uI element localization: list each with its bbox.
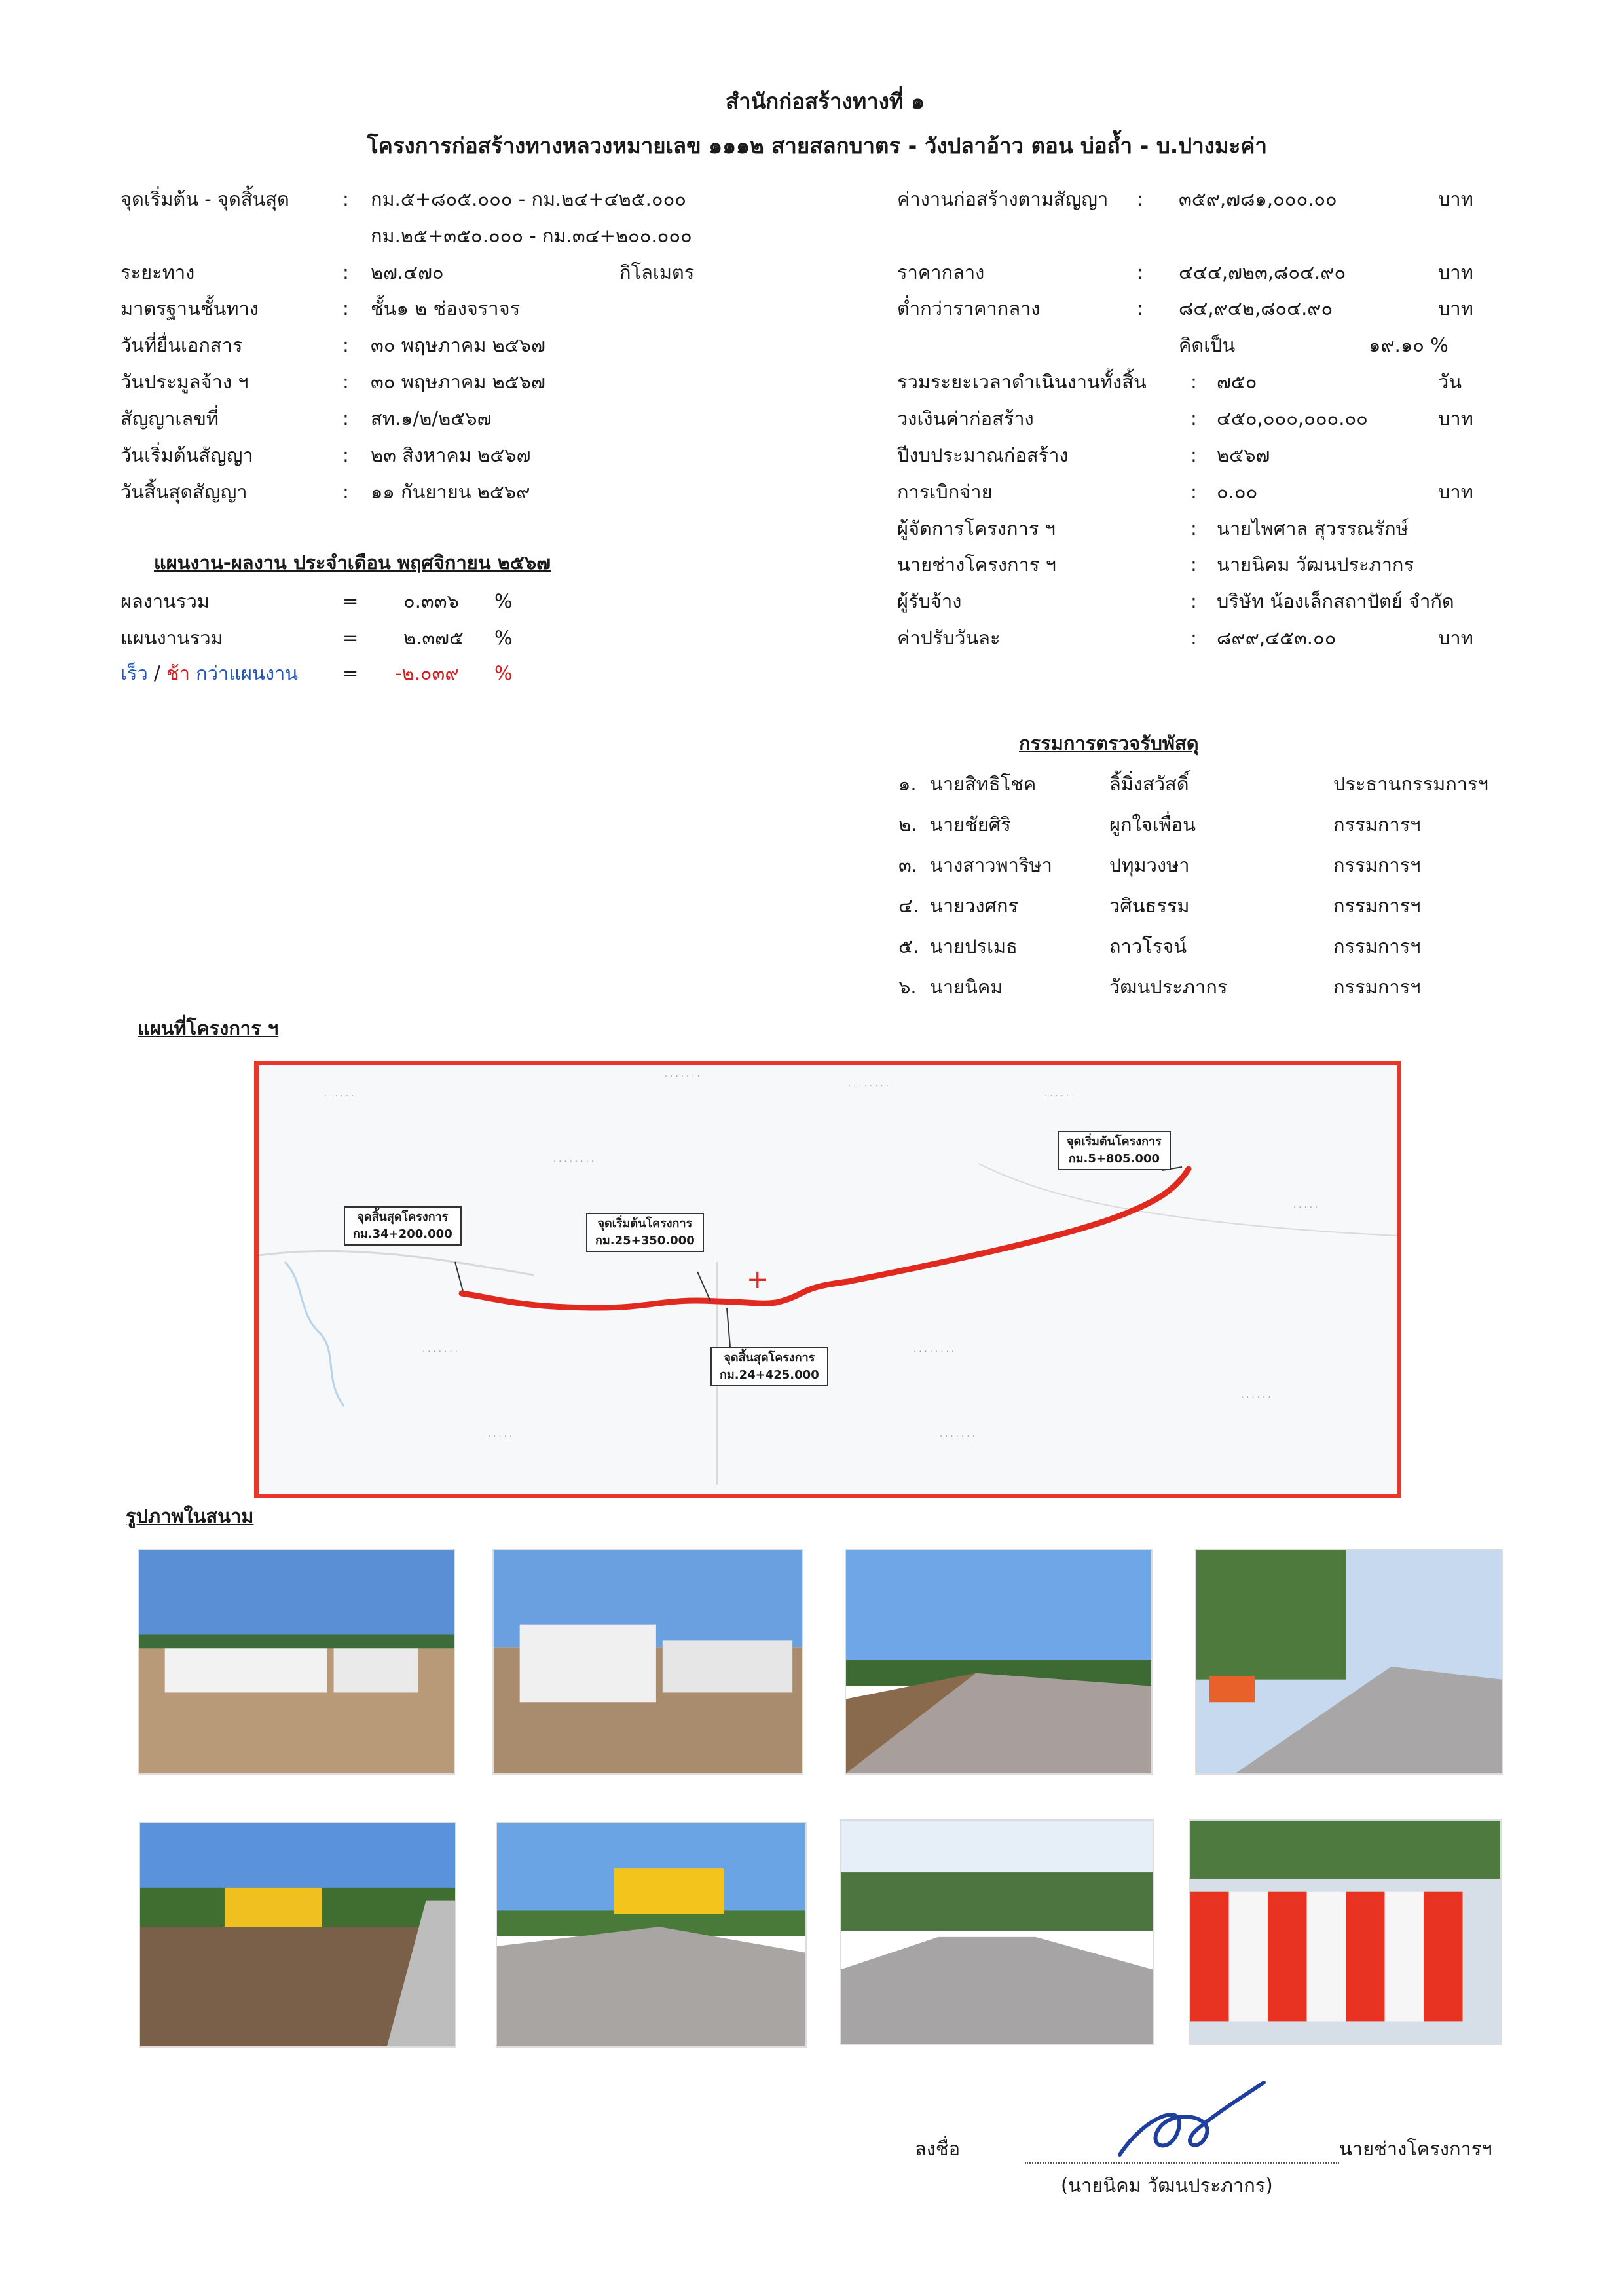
progress-value-1: ๒.๓๗๕ (403, 627, 464, 649)
colon: : (342, 188, 349, 210)
progress-unit-0: % (494, 590, 513, 612)
signature-scribble (1107, 2076, 1277, 2168)
colon: : (1190, 481, 1197, 503)
map-callout-end-1 (344, 1206, 462, 1246)
right-label-1: ราคากลาง (897, 261, 985, 284)
equals: = (342, 662, 359, 684)
place-label: · · · · · · · · (913, 1347, 954, 1357)
committee-no: ๔. (898, 895, 919, 917)
equals: = (342, 627, 359, 649)
committee-role: กรรมการฯ (1333, 935, 1421, 957)
right-label-10: ผู้รับจ้าง (897, 590, 962, 612)
site-photo (1189, 1819, 1502, 2045)
progress-unit-2: % (494, 662, 513, 684)
right-value-1: ๔๔๔,๗๒๓,๘๐๔.๙๐ (1179, 261, 1346, 284)
right-value-4: ๗๕๐ (1217, 371, 1257, 393)
left-value-4: ๓๐ พฤษภาคม ๒๕๖๗ (371, 334, 545, 356)
callout-line1: จุดสิ้นสุดโครงการ (724, 1351, 815, 1365)
left-unit-2: กิโลเมตร (619, 261, 695, 284)
place-label: · · · · · · · (665, 1072, 700, 1082)
committee-no: ๒. (898, 813, 917, 836)
right-value-11: ๘๙๙,๔๕๓.๐๐ (1217, 627, 1337, 649)
percent-value: ๑๙.๑๐ % (1369, 334, 1449, 356)
colon: : (1190, 444, 1197, 466)
progress-value-2: -๒.๐๓๙ (395, 662, 459, 684)
site-photo (139, 1822, 456, 2048)
colon: : (342, 407, 349, 430)
right-unit-0: บาท (1438, 188, 1473, 210)
left-value-7: ๒๓ สิงหาคม ๒๕๖๗ (371, 444, 531, 466)
callout-line1: จุดเริ่มต้นโครงการ (597, 1217, 693, 1231)
left-label-7: วันเริ่มต้นสัญญา (120, 444, 253, 466)
left-label-4: วันที่ยื่นเอกสาร (120, 334, 243, 356)
map-callout-start-1 (1058, 1131, 1171, 1170)
right-value-5: ๔๕๐,๐๐๐,๐๐๐.๐๐ (1217, 407, 1368, 430)
signature-name: (นายนิคม วัฒนประภากร) (1061, 2174, 1273, 2196)
committee-first-name: นางสาวพาริษา (930, 854, 1052, 876)
colon: : (1137, 297, 1143, 320)
left-value-8: ๑๑ กันยายน ๒๕๖๙ (371, 481, 530, 503)
right-unit-7: บาท (1438, 481, 1473, 503)
map-center-marker: + (747, 1265, 769, 1295)
committee-role: กรรมการฯ (1333, 854, 1421, 876)
committee-no: ๖. (898, 976, 917, 998)
right-unit-11: บาท (1438, 627, 1473, 649)
callout-line1: จุดเริ่มต้นโครงการ (1067, 1135, 1162, 1149)
project-map (254, 1061, 1401, 1498)
left-label-0: จุดเริ่มต้น - จุดสิ้นสุด (120, 188, 289, 210)
callout-line2: กม.24+425.000 (720, 1368, 819, 1382)
project-title: โครงการก่อสร้างทางหลวงหมายเลข ๑๑๑๒ สายสลกบาตร - วังปลาอ้าว ตอน บ่อถ้ำ - บ.ปางมะค่า (367, 133, 1267, 158)
left-label-6: สัญญาเลขที่ (120, 407, 219, 430)
right-label-0: ค่างานก่อสร้างตามสัญญา (897, 188, 1109, 210)
callout-line1: จุดสิ้นสุดโครงการ (357, 1210, 449, 1224)
right-unit-4: วัน (1438, 371, 1462, 393)
colon: : (342, 334, 349, 356)
label-slow: ช้า (166, 662, 190, 684)
colon: : (342, 371, 349, 393)
committee-last-name: วัฒนประภากร (1109, 976, 1228, 998)
place-label: · · · · · · (324, 1092, 354, 1102)
committee-no: ๕. (898, 935, 919, 957)
left-label-5: วันประมูลจ้าง ฯ (120, 371, 249, 393)
place-label: · · · · · · (1241, 1393, 1271, 1403)
place-label: · · · · · · · (422, 1347, 458, 1357)
site-photo (845, 1549, 1153, 1775)
photos-title: รูปภาพในสนาม (126, 1505, 254, 1527)
sign-label: ลงชื่อ (915, 2138, 961, 2160)
right-label-2: ต่ำกว่าราคากลาง (897, 297, 1041, 320)
label-fast: เร็ว (120, 662, 148, 684)
colon: : (342, 261, 349, 284)
committee-first-name: นายชัยศิริ (930, 813, 1011, 836)
committee-last-name: ผูกใจเพื่อน (1109, 813, 1196, 836)
place-label: · · · · · · · · (553, 1157, 594, 1167)
progress-value-0: ๐.๓๓๖ (403, 590, 459, 612)
left-value-5: ๓๐ พฤษภาคม ๒๕๖๗ (371, 371, 545, 393)
map-callout-start-2 (586, 1213, 704, 1252)
left-label-2: ระยะทาง (120, 261, 195, 284)
colon: : (342, 444, 349, 466)
place-label: · · · · · (1293, 1203, 1318, 1213)
right-value-7: ๐.๐๐ (1217, 481, 1258, 503)
callout-pointer (727, 1308, 730, 1347)
committee-role: ประธานกรรมการฯ (1333, 773, 1488, 795)
right-value-0: ๓๕๙,๗๘๑,๐๐๐.๐๐ (1179, 188, 1337, 210)
map-callout-end-2 (710, 1347, 828, 1386)
map-title: แผนที่โครงการ ฯ (138, 1017, 279, 1039)
committee-role: กรรมการฯ (1333, 895, 1421, 917)
right-label-11: ค่าปรับวันละ (897, 627, 1001, 649)
site-photo (492, 1549, 803, 1775)
colon: : (1190, 407, 1197, 430)
right-label-6: ปีงบประมาณก่อสร้าง (897, 444, 1069, 466)
equals: = (342, 590, 359, 612)
right-value-8: นายไพศาล สุวรรณรักษ์ (1217, 517, 1409, 540)
committee-title: กรรมการตรวจรับพัสดุ (1019, 732, 1199, 754)
map-route-svg (259, 1065, 1397, 1494)
right-label-7: การเบิกจ่าย (897, 481, 993, 503)
label-rest: กว่าแผนงาน (189, 662, 299, 684)
colon: : (1190, 371, 1197, 393)
right-unit-5: บาท (1438, 407, 1473, 430)
site-photo (496, 1822, 807, 2048)
right-label-5: วงเงินค่าก่อสร้าง (897, 407, 1034, 430)
progress-label-1: แผนงานรวม (120, 627, 223, 649)
left-label-8: วันสิ้นสุดสัญญา (120, 481, 248, 503)
progress-title: แผนงาน-ผลงาน ประจำเดือน พฤศจิกายน ๒๕๖๗ (154, 551, 551, 574)
right-unit-1: บาท (1438, 261, 1473, 284)
left-value-0: กม.๕+๘๐๕.๐๐๐ - กม.๒๔+๔๒๕.๐๐๐ (371, 188, 686, 210)
committee-last-name: ปทุมวงษา (1109, 854, 1190, 876)
site-photo (138, 1549, 455, 1775)
committee-last-name: วศินธรรม (1109, 895, 1190, 917)
place-label: · · · · · (488, 1432, 513, 1442)
callout-line2: กม.25+350.000 (595, 1234, 695, 1248)
colon: : (342, 297, 349, 320)
left-value-6: สท.๑/๒/๒๕๖๗ (371, 407, 492, 430)
left-value-1: กม.๒๕+๓๕๐.๐๐๐ - กม.๓๔+๒๐๐.๐๐๐ (371, 225, 692, 247)
committee-first-name: นายสิทธิโชค (930, 773, 1037, 795)
colon: : (1190, 517, 1197, 540)
right-label-8: ผู้จัดการโครงการ ฯ (897, 517, 1056, 540)
colon: : (1137, 188, 1143, 210)
right-unit-2: บาท (1438, 297, 1473, 320)
signature-role: นายช่างโครงการฯ (1339, 2138, 1492, 2160)
project-route (462, 1169, 1189, 1308)
place-label: · · · · · · · (940, 1432, 975, 1442)
right-value-6: ๒๕๖๗ (1217, 444, 1270, 466)
colon: : (1190, 590, 1197, 612)
callout-line2: กม.34+200.000 (353, 1227, 452, 1241)
colon: : (1190, 627, 1197, 649)
callout-line2: กม.5+805.000 (1068, 1152, 1160, 1166)
committee-no: ๑. (898, 773, 917, 795)
committee-last-name: ถาวโรจน์ (1109, 935, 1187, 957)
callout-pointer (697, 1272, 710, 1301)
colon: : (1137, 261, 1143, 284)
right-label-9: นายช่างโครงการ ฯ (897, 553, 1056, 576)
percent-label: คิดเป็น (1179, 334, 1236, 356)
right-value-10: บริษัท น้องเล็กสถาปัตย์ จำกัด (1217, 590, 1454, 612)
committee-role: กรรมการฯ (1333, 976, 1421, 998)
progress-label-0: ผลงานรวม (120, 590, 210, 612)
river-line (285, 1262, 344, 1406)
site-photo (1195, 1549, 1503, 1775)
colon: : (1190, 553, 1197, 576)
progress-label-2 (120, 662, 298, 684)
committee-first-name: นายนิคม (930, 976, 1003, 998)
colon: : (342, 481, 349, 503)
committee-first-name: นายปรเมธ (930, 935, 1018, 957)
place-label: · · · · · · (1044, 1092, 1075, 1102)
office-title: สำนักก่อสร้างทางที่ ๑ (726, 88, 925, 114)
place-label: · · · · · · · · (848, 1082, 889, 1092)
committee-first-name: นายวงศกร (930, 895, 1019, 917)
right-label-4: รวมระยะเวลาดำเนินงานทั้งสิ้น (897, 371, 1147, 393)
right-value-9: นายนิคม วัฒนประภากร (1217, 553, 1414, 576)
signature-line (1025, 2162, 1339, 2164)
committee-no: ๓. (898, 854, 918, 876)
progress-unit-1: % (494, 627, 513, 649)
committee-role: กรรมการฯ (1333, 813, 1421, 836)
right-value-2: ๘๔,๙๔๒,๘๐๔.๙๐ (1179, 297, 1333, 320)
minor-road (259, 1251, 534, 1275)
left-value-2: ๒๗.๔๗๐ (371, 261, 444, 284)
callout-pointer (455, 1262, 463, 1291)
label-sep: / (147, 662, 166, 684)
committee-last-name: ลิ้มิ่งสวัสดิ์ (1109, 773, 1189, 795)
left-label-3: มาตรฐานชั้นทาง (120, 297, 259, 320)
site-photo (840, 1819, 1154, 2045)
left-value-3: ชั้น๑ ๒ ช่องจราจร (371, 297, 521, 320)
